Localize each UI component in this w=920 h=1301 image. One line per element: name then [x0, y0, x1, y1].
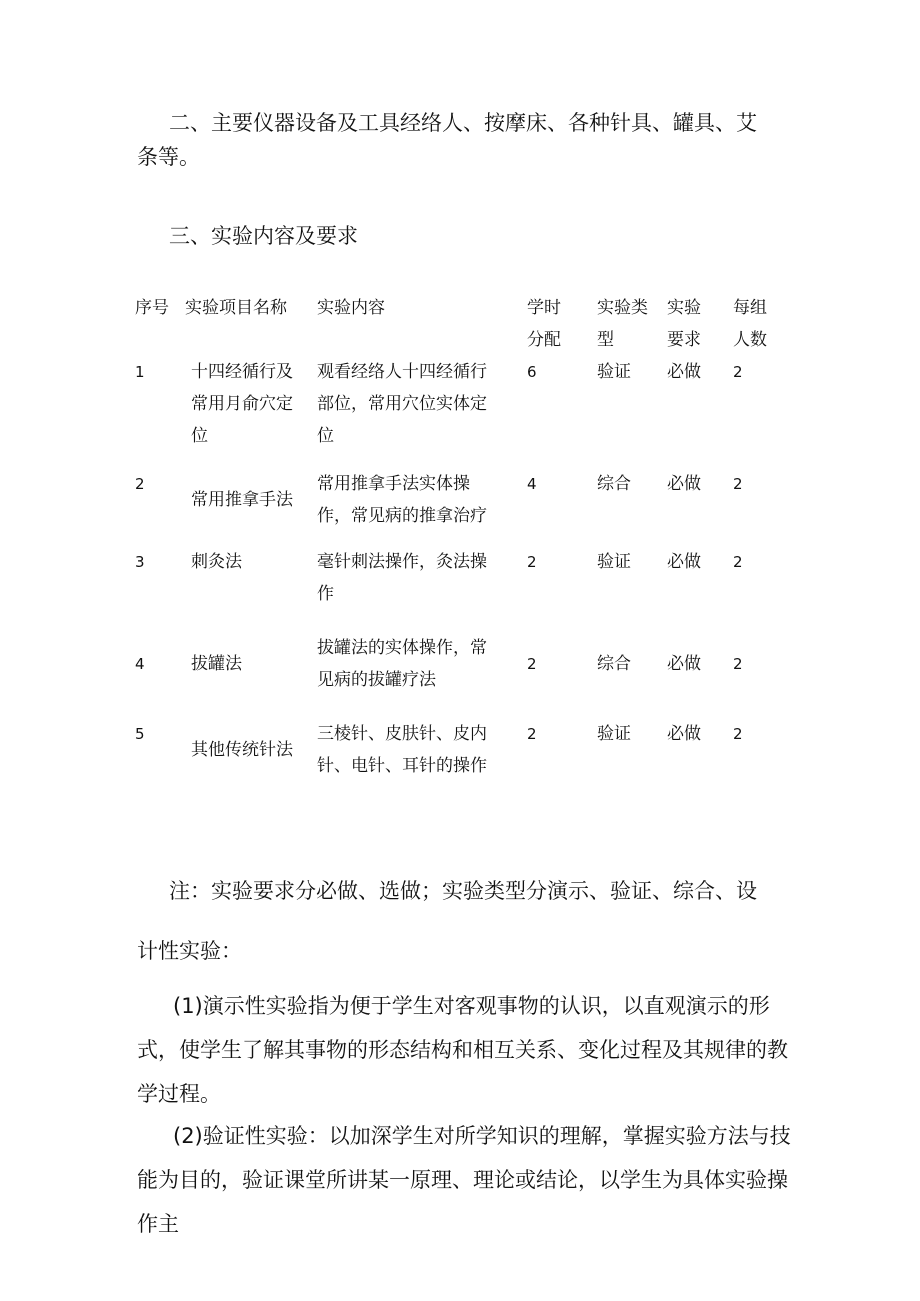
row-group-size: 2	[733, 553, 743, 571]
row-requirement: 必做	[667, 654, 701, 674]
header-hours: 学时 分配	[527, 298, 561, 350]
row-requirement: 必做	[667, 552, 701, 572]
table-row	[135, 546, 793, 632]
table-row	[135, 718, 793, 782]
row-no: 5	[135, 725, 145, 743]
content-heading: 三、实验内容及要求	[169, 224, 358, 248]
header-requirement: 实验 要求	[667, 298, 701, 350]
row-group-size: 2	[733, 363, 743, 381]
verification-experiment-paragraph: (2)验证性实验：以加深学生对所学知识的理解，掌握实验方法与技能为目的，验证课堂所讲某一原理、理论或结论，以学生为具体实验操作主	[137, 1124, 791, 1236]
header-content: 实验内容	[317, 298, 385, 318]
row-content: 观看经络人十四经循行 部位，常用穴位实体定 位	[317, 362, 487, 446]
row-group-size: 2	[733, 725, 743, 743]
row-name: 常用推拿手法	[191, 490, 293, 510]
row-type: 综合	[597, 474, 631, 494]
row-type: 验证	[597, 552, 631, 572]
row-group-size: 2	[733, 655, 743, 673]
table-row	[135, 468, 793, 546]
row-content: 拔罐法的实体操作，常 见病的拔罐疗法	[317, 638, 487, 690]
experiment-table	[135, 292, 793, 782]
row-type: 验证	[597, 362, 631, 382]
row-hours: 6	[527, 363, 537, 381]
header-name: 实验项目名称	[185, 298, 287, 318]
row-content: 三棱针、皮肤针、皮内 针、电针、耳针的操作	[317, 724, 487, 776]
row-type: 综合	[597, 654, 631, 674]
row-no: 1	[135, 363, 145, 381]
table-row	[135, 356, 793, 468]
row-name: 十四经循行及 常用月俞穴定 位	[191, 362, 293, 446]
note-paragraph: 注：实验要求分必做、选做；实验类型分演示、验证、综合、设计性实验：	[137, 879, 757, 963]
row-hours: 2	[527, 655, 537, 673]
row-no: 4	[135, 655, 145, 673]
row-name: 其他传统针法	[191, 740, 293, 760]
row-requirement: 必做	[667, 724, 701, 744]
header-no: 序号	[135, 298, 169, 318]
row-hours: 2	[527, 553, 537, 571]
table-header-row	[135, 292, 793, 356]
row-type: 验证	[597, 724, 631, 744]
row-no: 3	[135, 553, 145, 571]
row-hours: 2	[527, 725, 537, 743]
row-hours: 4	[527, 475, 537, 493]
row-group-size: 2	[733, 475, 743, 493]
table-row	[135, 632, 793, 718]
row-content: 常用推拿手法实体操 作，常见病的推拿治疗	[317, 474, 487, 526]
row-requirement: 必做	[667, 474, 701, 494]
header-type: 实验类 型	[597, 298, 648, 350]
equipment-paragraph: 二、主要仪器设备及工具经络人、按摩床、各种针具、罐具、艾条等。	[137, 111, 757, 169]
row-name: 拔罐法	[191, 654, 242, 674]
row-requirement: 必做	[667, 362, 701, 382]
row-no: 2	[135, 475, 145, 493]
row-content: 毫针刺法操作，灸法操 作	[317, 552, 487, 604]
demonstration-experiment-paragraph: (1)演示性实验指为便于学生对客观事物的认识，以直观演示的形式，使学生了解其事物的形态结构和相互关系、变化过程及其规律的教学过程。	[137, 994, 788, 1106]
row-name: 刺灸法	[191, 552, 242, 572]
header-group-size: 每组 人数	[733, 298, 767, 350]
